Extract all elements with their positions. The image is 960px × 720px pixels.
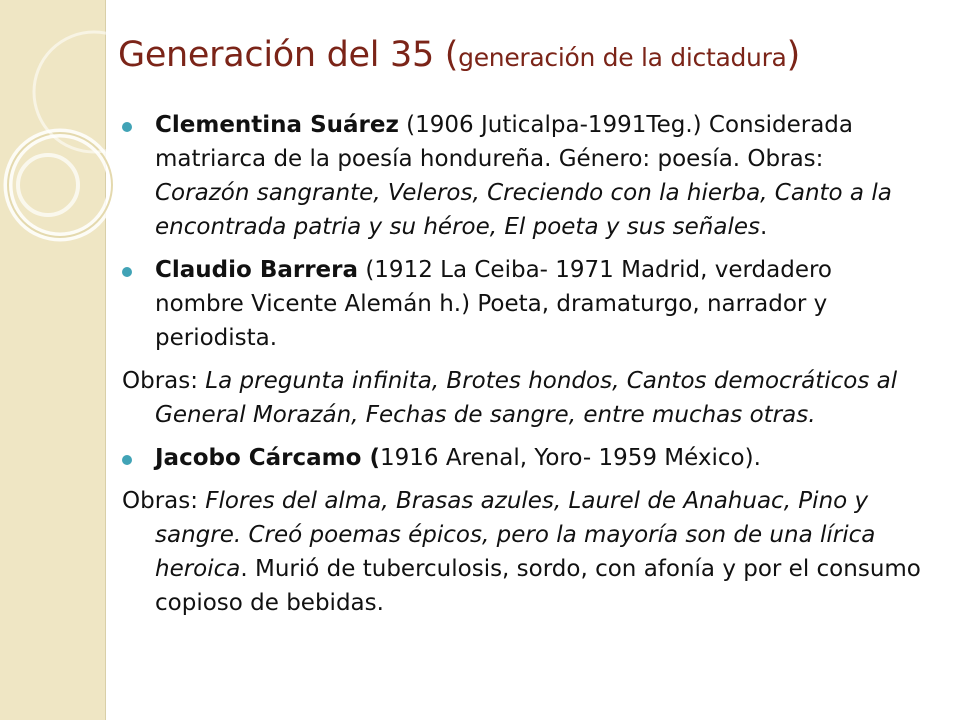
- author-name: Claudio Barrera: [155, 257, 359, 283]
- author-name: Jacobo Cárcamo (: [155, 445, 380, 471]
- author-works: Flores del alma, Brasas azules, Laurel de Anahuac, Pino y sangre. Creó poemas épicos, pero la mayoría son de una lírica heroica: [155, 488, 876, 582]
- author-works: La pregunta infinita, Brotes hondos, Cantos democráticos al General Morazán, Fechas de sangre, entre muchas otras.: [155, 368, 898, 428]
- decorative-circles: [0, 0, 130, 720]
- title-subtitle: generación de la dictadura: [458, 43, 787, 72]
- author-name: Clementina Suárez: [155, 112, 399, 138]
- works-jacobo-carcamo: [122, 484, 922, 620]
- title-main: Generación del 35 (: [118, 35, 459, 75]
- slide-body: [122, 108, 922, 629]
- bullet-icon: [122, 455, 132, 465]
- entry-claudio-barrera: [122, 253, 922, 355]
- title-close-paren: ): [786, 35, 800, 75]
- works-claudio-barrera: [122, 364, 922, 432]
- entry-end: . Murió de tuberculosis, sordo, con afonía y por el consumo copioso de bebidas.: [155, 556, 921, 616]
- author-details: (1912 La Ceiba- 1971 Madrid, verdadero nombre Vicente Alemán h.) Poeta, dramaturgo, narrador y periodista.: [155, 257, 832, 351]
- works-lead: Obras:: [122, 368, 206, 394]
- bullet-icon: [122, 267, 132, 277]
- slide-title: [118, 32, 800, 81]
- entry-end: .: [759, 214, 768, 240]
- author-works: Corazón sangrante, Veleros, Creciendo con la hierba, Canto a la encontrada patria y su héroe, El poeta y sus señales: [155, 180, 892, 240]
- works-lead: Obras:: [122, 488, 206, 514]
- author-details: 1916 Arenal, Yoro- 1959 México).: [379, 445, 761, 471]
- bullet-icon: [122, 122, 132, 132]
- entry-clementina-suarez: [122, 108, 922, 244]
- entry-jacobo-carcamo: [122, 441, 922, 475]
- author-details: (1906 Juticalpa-1991Teg.) Considerada matriarca de la poesía hondureña. Género: poesía. Obras:: [155, 112, 853, 172]
